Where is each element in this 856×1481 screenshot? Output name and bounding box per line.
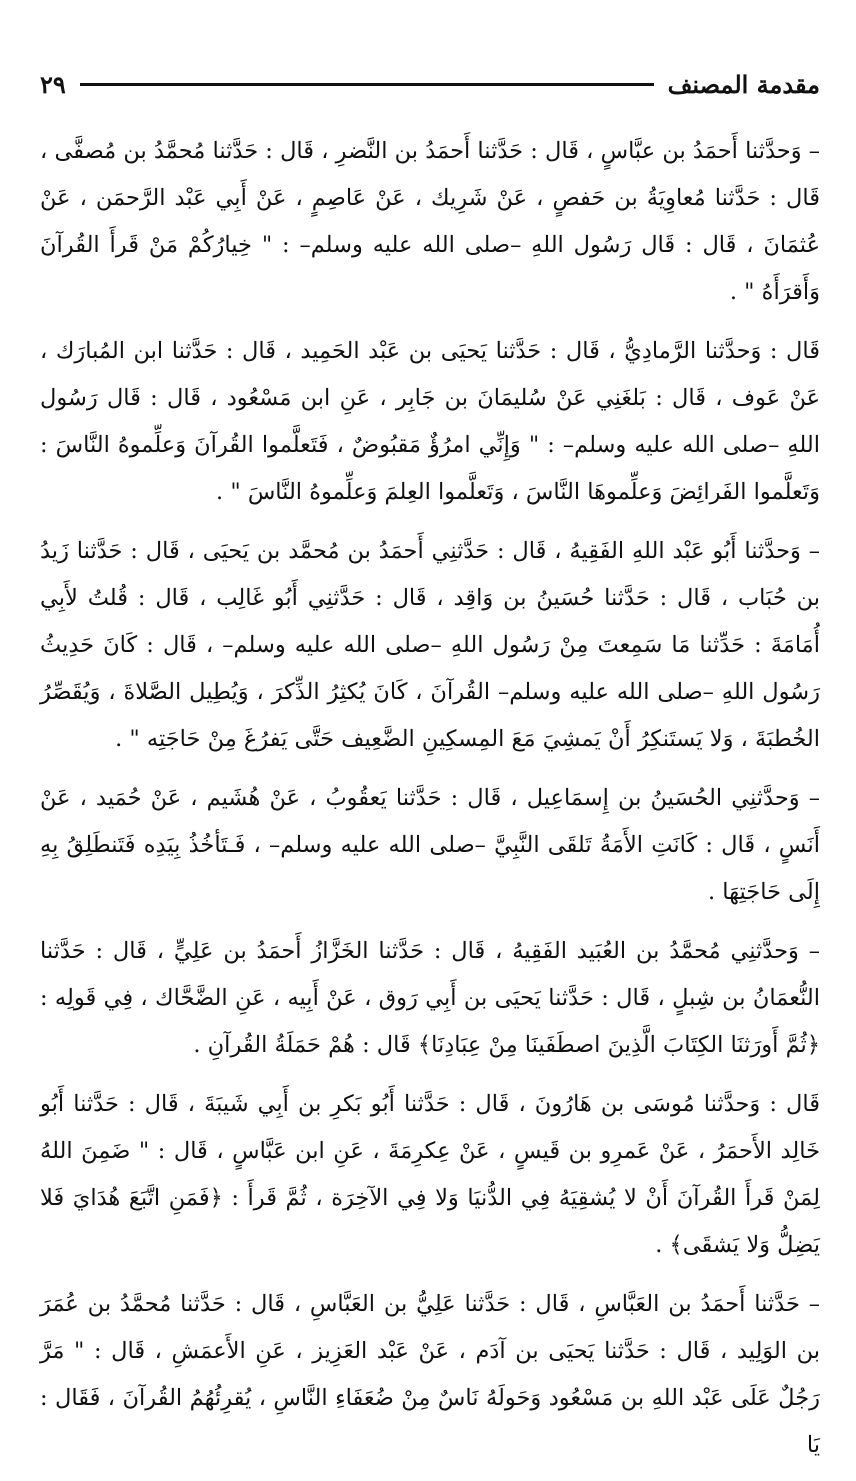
header-rule bbox=[80, 83, 654, 86]
book-page bbox=[40, 60, 820, 1481]
hadith-paragraph: – وَحدَّثنِي مُحمَّدُ بن العُبَيد الفَقِيهُ ، قَال : حَدَّثنا الخَزَّازُ أَحمَدُ بن عَلِيٍّ ، قَال : حَدَّثنا النُّعمَانُ بن شِبلٍ ، قَال : حَدَّثنا يَحيَى بن أَبِي رَوق ، عَنْ أَبِيه ، عَنِ الضَّحَّاك ، فِي قَولِه : ﴿ثُمَّ أَورَثنَا الكِتَابَ الَّذِينَ اصطَفَينَا مِنْ عِبَادِنَا﴾ قَال : هُمْ حَمَلَةُ القُرآنِ . bbox=[40, 938, 820, 1058]
hadith-paragraph: قَال : وَحدَّثنا مُوسَى بن هَارُونَ ، قَال : حَدَّثنا أَبُو بَكرِ بن أَبِي شَيبَةَ ، قَال : حَدَّثنا أَبُو خَالِد الأَحمَرُ ، عَنْ عَمرِو بن قَيسٍ ، عَنْ عِكرِمَةَ ، عَنِ ابن عَبَّاسٍ ، قَال : " ضَمِنَ اللهُ لِمَنْ قَرأَ القُرآنَ أَنْ لا يُشقِيَهُ فِي الدُّنيَا وَلا فِي الآخِرَة ، ثُمَّ قَرأَ : ﴿فَمَنِ اتَّبَعَ هُدَايَ فَلا يَضِلُّ وَلا يَشقَى﴾ . bbox=[40, 1091, 820, 1258]
chapter-title: مقدمة المصنف bbox=[667, 69, 820, 99]
page-body bbox=[40, 128, 820, 1469]
page-number: ٢٩ bbox=[40, 69, 66, 99]
hadith-paragraph: – وَحدَّثنِي الحُسَينُ بن إِسمَاعِيل ، قَال : حَدَّثنا يَعقُوبُ ، عَنْ هُشَيم ، عَنْ حُمَيد ، عَنْ أَنَسٍ ، قَال : كَانَتِ الأَمَةُ تَلقَى النَّبِيَّ –صلى الله عليه وسلم– ، فَـتَأخُذُ بِيَدِه فَتَنطَلِقُ بِهِ إِلَى حَاجَتِهَا . bbox=[40, 785, 820, 905]
hadith-paragraph: – وَحدَّثنا أَحمَدُ بن عبَّاسٍ ، قَال : حَدَّثنا أَحمَدُ بن النَّضرِ ، قَال : حَدَّثنا مُحمَّدُ بن مُصفَّى ، قَال : حَدَّثنا مُعاوِيَةُ بن حَفصٍ ، عَنْ شَرِيك ، عَنْ عَاصِمٍ ، عَنْ أَبِي عَبْد الرَّحمَن ، عَنْ عُثمَانَ ، قَال : قَال رَسُول اللهِ –صلى الله عليه وسلم– : " خِيارُكُمْ مَنْ قَرأَ القُرآنَ وَأَقرَأَهُ " . bbox=[40, 138, 820, 305]
hadith-paragraph: – وَحدَّثنا أَبُو عَبْد اللهِ الفَقِيهُ ، قَال : حَدَّثنِي أَحمَدُ بن مُحمَّد بن يَحيَى ، قَال : حَدَّثنا زَيدُ بن حُبَاب ، قَال : حَدَّثنا حُسَينُ بن وَاقِد ، قَال : حَدَّثنِي أَبُو غَالِب ، قَال : قُلتُ لأَبِي أُمَامَةَ : حَدِّثنا مَا سَمِعتَ مِنْ رَسُول اللهِ –صلى الله عليه وسلم– ، قَال : كَانَ حَدِيثُ رَسُول اللهِ –صلى الله عليه وسلم– القُرآنَ ، كَانَ يُكثِرُ الذِّكرَ ، وَيُطِيل الصَّلاةَ ، وَيُقَصِّرُ الخُطبَةَ ، وَلا يَستَنكِرُ أَنْ يَمشِيَ مَعَ المِسكِينِ الضَّعِيف حَتَّى يَفرُغَ مِنْ حَاجَتِه " . bbox=[40, 538, 820, 752]
page-header bbox=[40, 60, 820, 108]
hadith-paragraph: قَال : وَحدَّثنا الرَّمادِيُّ ، قَال : حَدَّثنا يَحيَى بن عَبْد الحَمِيد ، قَال : حَدَّثنا ابن المُبارَك ، عَنْ عَوف ، قَال : بَلغَنِي عَنْ سُليمَانَ بن جَابِر ، عَنِ ابن مَسْعُود ، قَال : قَال رَسُول اللهِ –صلى الله عليه وسلم– : " وَإِنِّي امرُؤٌ مَقبُوضٌ ، فَتَعلَّموا القُرآنَ وَعلِّموهُ النَّاسَ : وَتَعلَّموا الفَرائِضَ وَعلِّموهَا النَّاسَ ، وَتَعلَّموا العِلمَ وَعلِّموهُ النَّاسَ " . bbox=[40, 338, 820, 505]
hadith-paragraph: – حَدَّثنا أَحمَدُ بن العَبَّاسِ ، قَال : حَدَّثنا عَلِيُّ بن العَبَّاسِ ، قَال : حَدَّثنا مُحمَّدُ بن عُمَرَ بن الوَلِيد ، قَال : حَدَّثنا يَحيَى بن آدَم ، عَنْ عَبْد العَزِيز ، عَنِ الأَعمَشِ ، قَال : " مَرَّ رَجُلٌ عَلَى عَبْد اللهِ بن مَسْعُود وَحَولَهُ نَاسٌ مِنْ ضُعَفَاءِ النَّاسِ ، يُقرِئُهُمُ القُرآنَ ، فَقَال : يَا bbox=[40, 1291, 820, 1458]
